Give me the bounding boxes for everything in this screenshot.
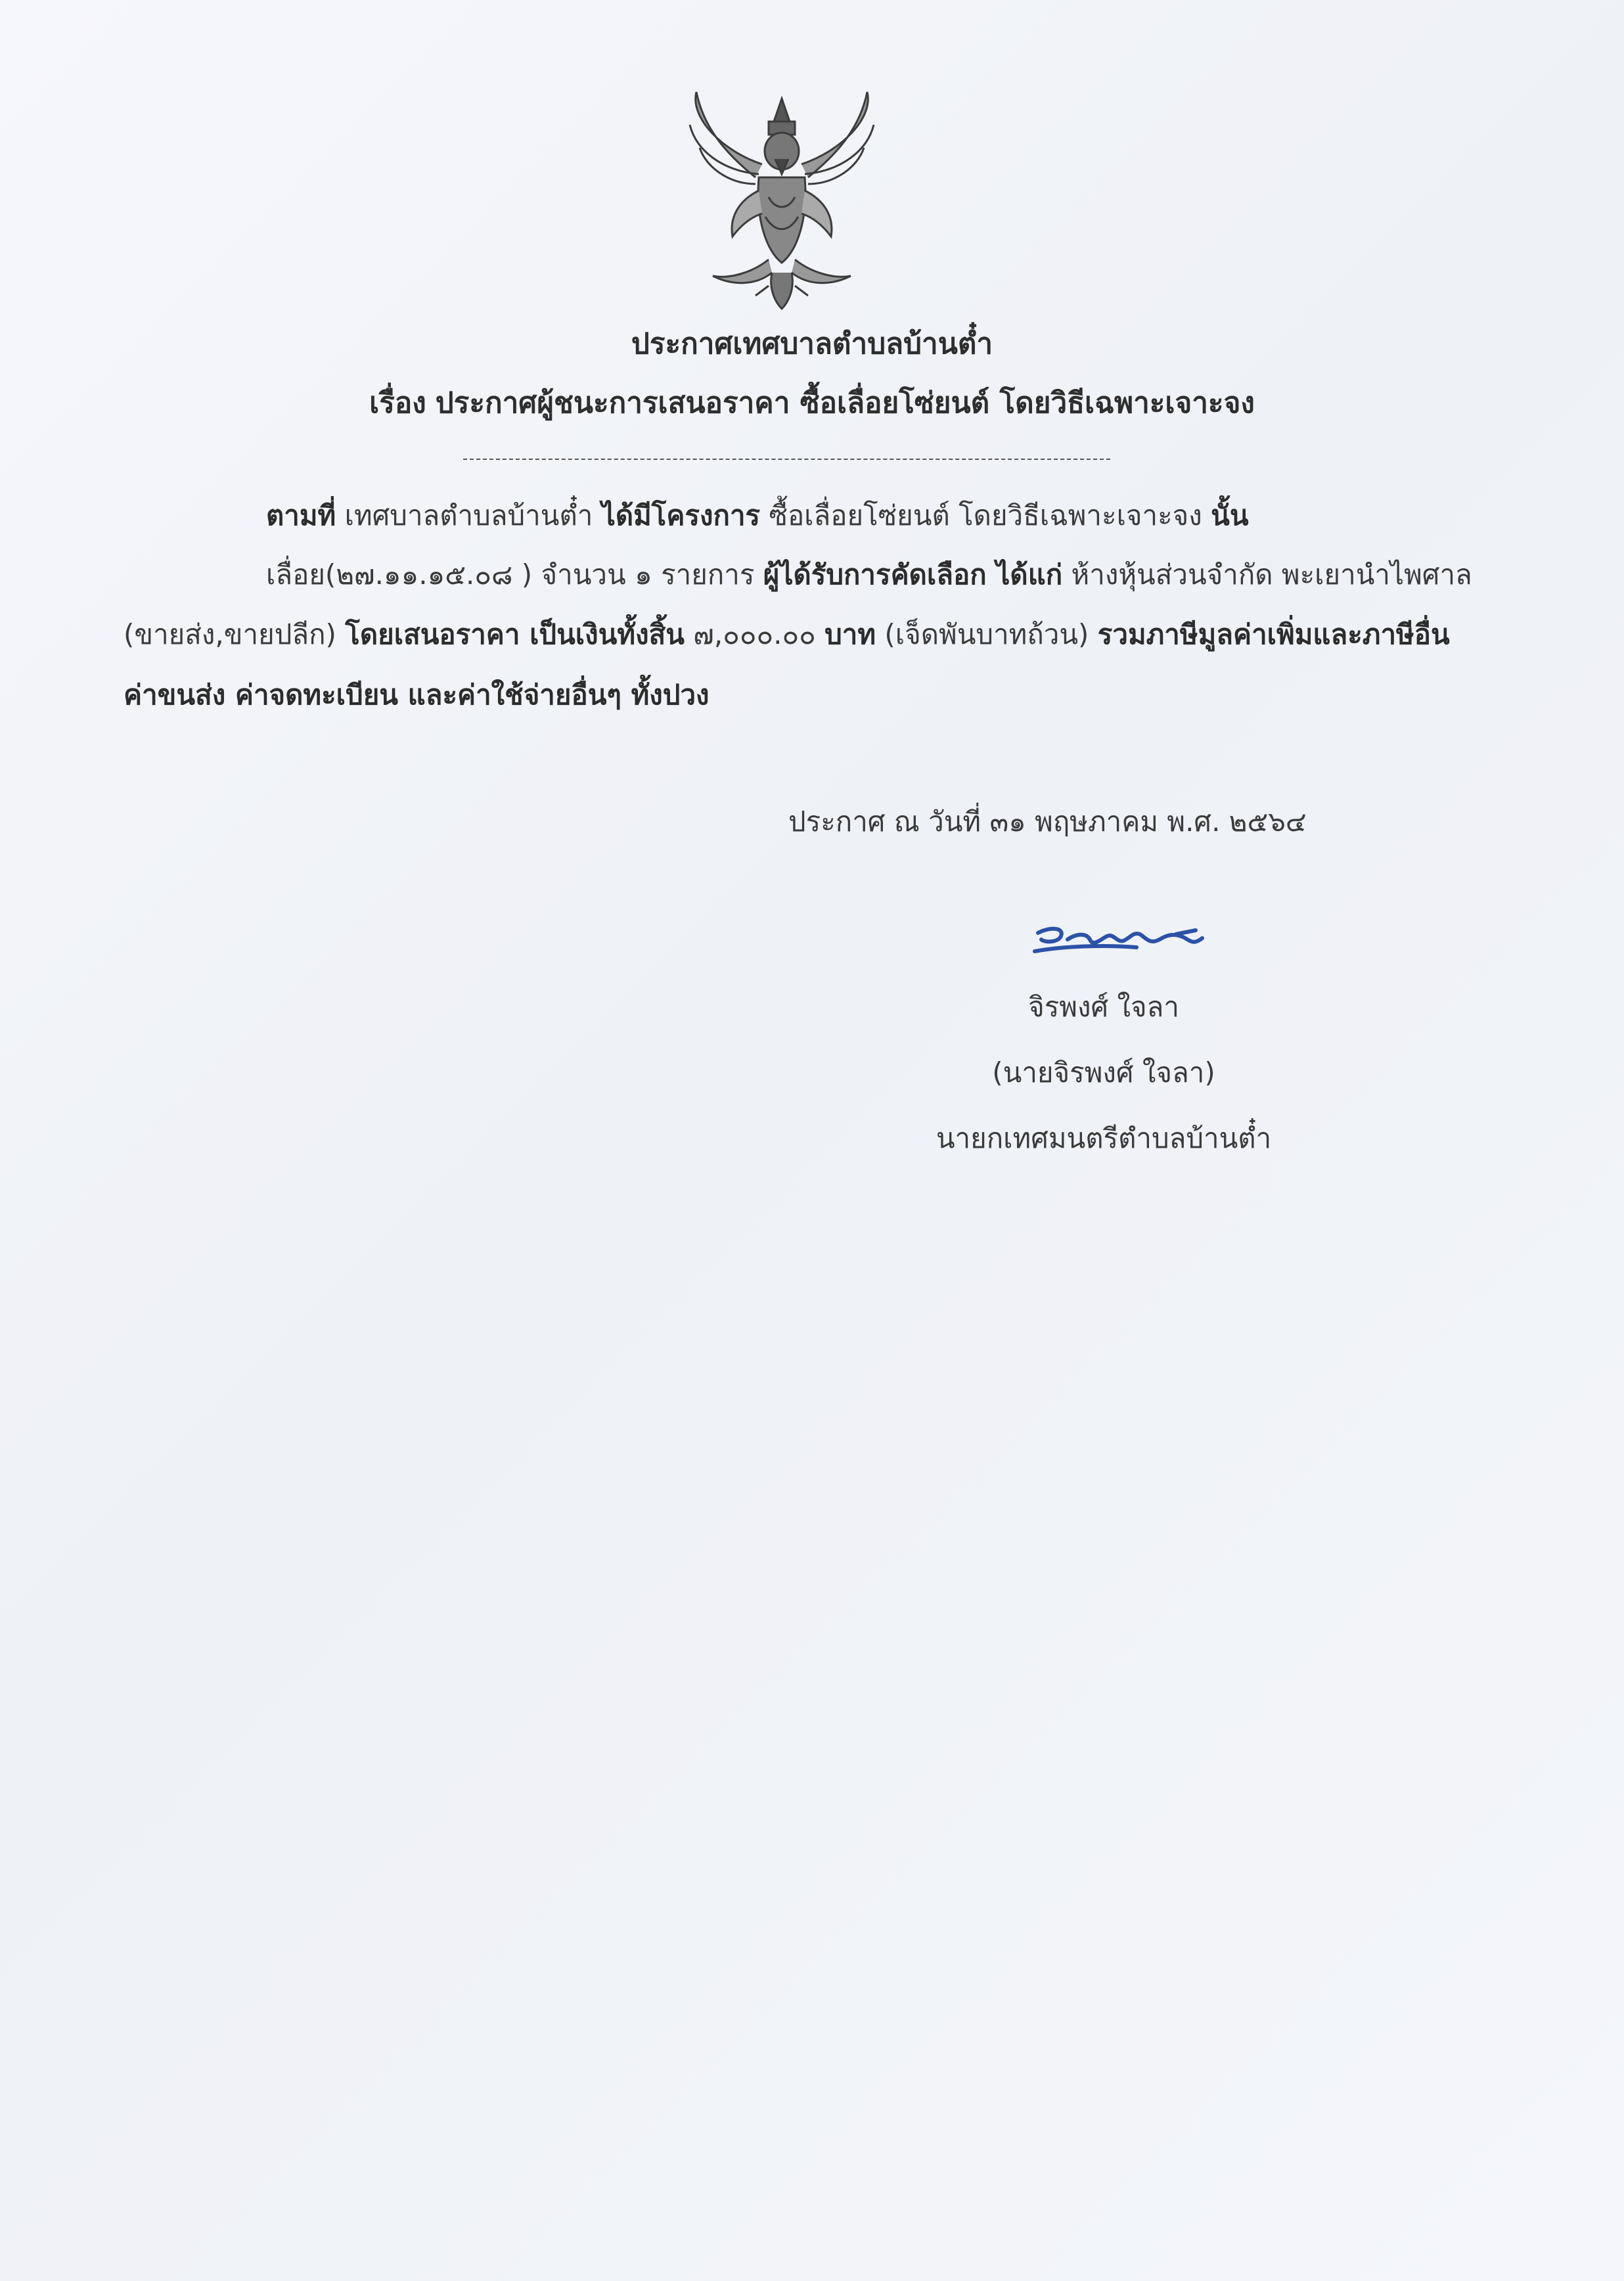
document-title: ประกาศเทศบาลตำบลบ้านต๋ำ	[631, 327, 993, 361]
body-line-1-e: นั้น	[1211, 499, 1249, 531]
body-line-2-a: เลื่อย(๒๗.๑๑.๑๕.๐๘ ) จำนวน ๑ รายการ	[266, 558, 763, 591]
subject-prefix: เรื่อง	[369, 386, 426, 420]
body-line-2	[266, 558, 1472, 591]
date-value: ๓๑ พฤษภาคม พ.ศ. ๒๕๖๔	[981, 805, 1307, 838]
body-line-1	[266, 499, 1249, 531]
subject-text: ประกาศผู้ชนะการเสนอราคา ซื้อเลื่อยโซ่ยนต์ โดยวิธีเฉพาะเจาะจง	[435, 386, 1255, 420]
body-line-1-d: ซื้อเลื่อยโซ่ยนต์ โดยวิธีเฉพาะเจาะจง	[760, 499, 1211, 531]
body-line-3-a: (ขายส่ง,ขายปลีก)	[124, 618, 346, 650]
body-line-2-b: ผู้ได้รับการคัดเลือก ได้แก่	[763, 558, 1063, 591]
body-line-3-f: รวมภาษีมูลค่าเพิ่มและภาษีอื่น	[1097, 618, 1450, 650]
body-line-3	[124, 618, 1450, 650]
handwritten-signature	[1025, 920, 1215, 966]
signer-name: จิรพงศ์ ใจลา	[1028, 991, 1179, 1023]
body-line-1-a: ตามที่	[266, 499, 336, 531]
body-line-1-b: เทศบาลตำบลบ้านต๋ำ	[336, 499, 602, 531]
body-line-3-d: บาท	[824, 618, 876, 650]
document-subject	[0, 380, 1624, 426]
announcement-date	[788, 800, 1307, 844]
signer-full-name: (นายจิรพงศ์ ใจลา)	[992, 1056, 1215, 1089]
signer-position: นายกเทศมนตรีตำบลบ้านต๋ำ	[936, 1122, 1272, 1154]
date-label: ประกาศ ณ วันที่	[788, 805, 981, 838]
body-line-3-b: โดยเสนอราคา เป็นเงินทั้งสิ้น	[345, 618, 685, 650]
body-line-3-c: ๗,๐๐๐.๐๐	[684, 618, 825, 650]
body-line-4: ค่าขนส่ง ค่าจดทะเบียน และค่าใช้จ่ายอื่นๆ ทั้งปวง	[124, 679, 710, 711]
body-line-3-e: (เจ็ดพันบาทถ้วน)	[876, 618, 1098, 650]
title-divider	[463, 459, 1110, 460]
body-line-2-c: ห้างหุ้นส่วนจำกัด พะเยานำไพศาล	[1062, 558, 1472, 591]
garuda-emblem-icon	[677, 85, 887, 315]
body-line-1-c: ได้มีโครงการ	[601, 499, 761, 531]
